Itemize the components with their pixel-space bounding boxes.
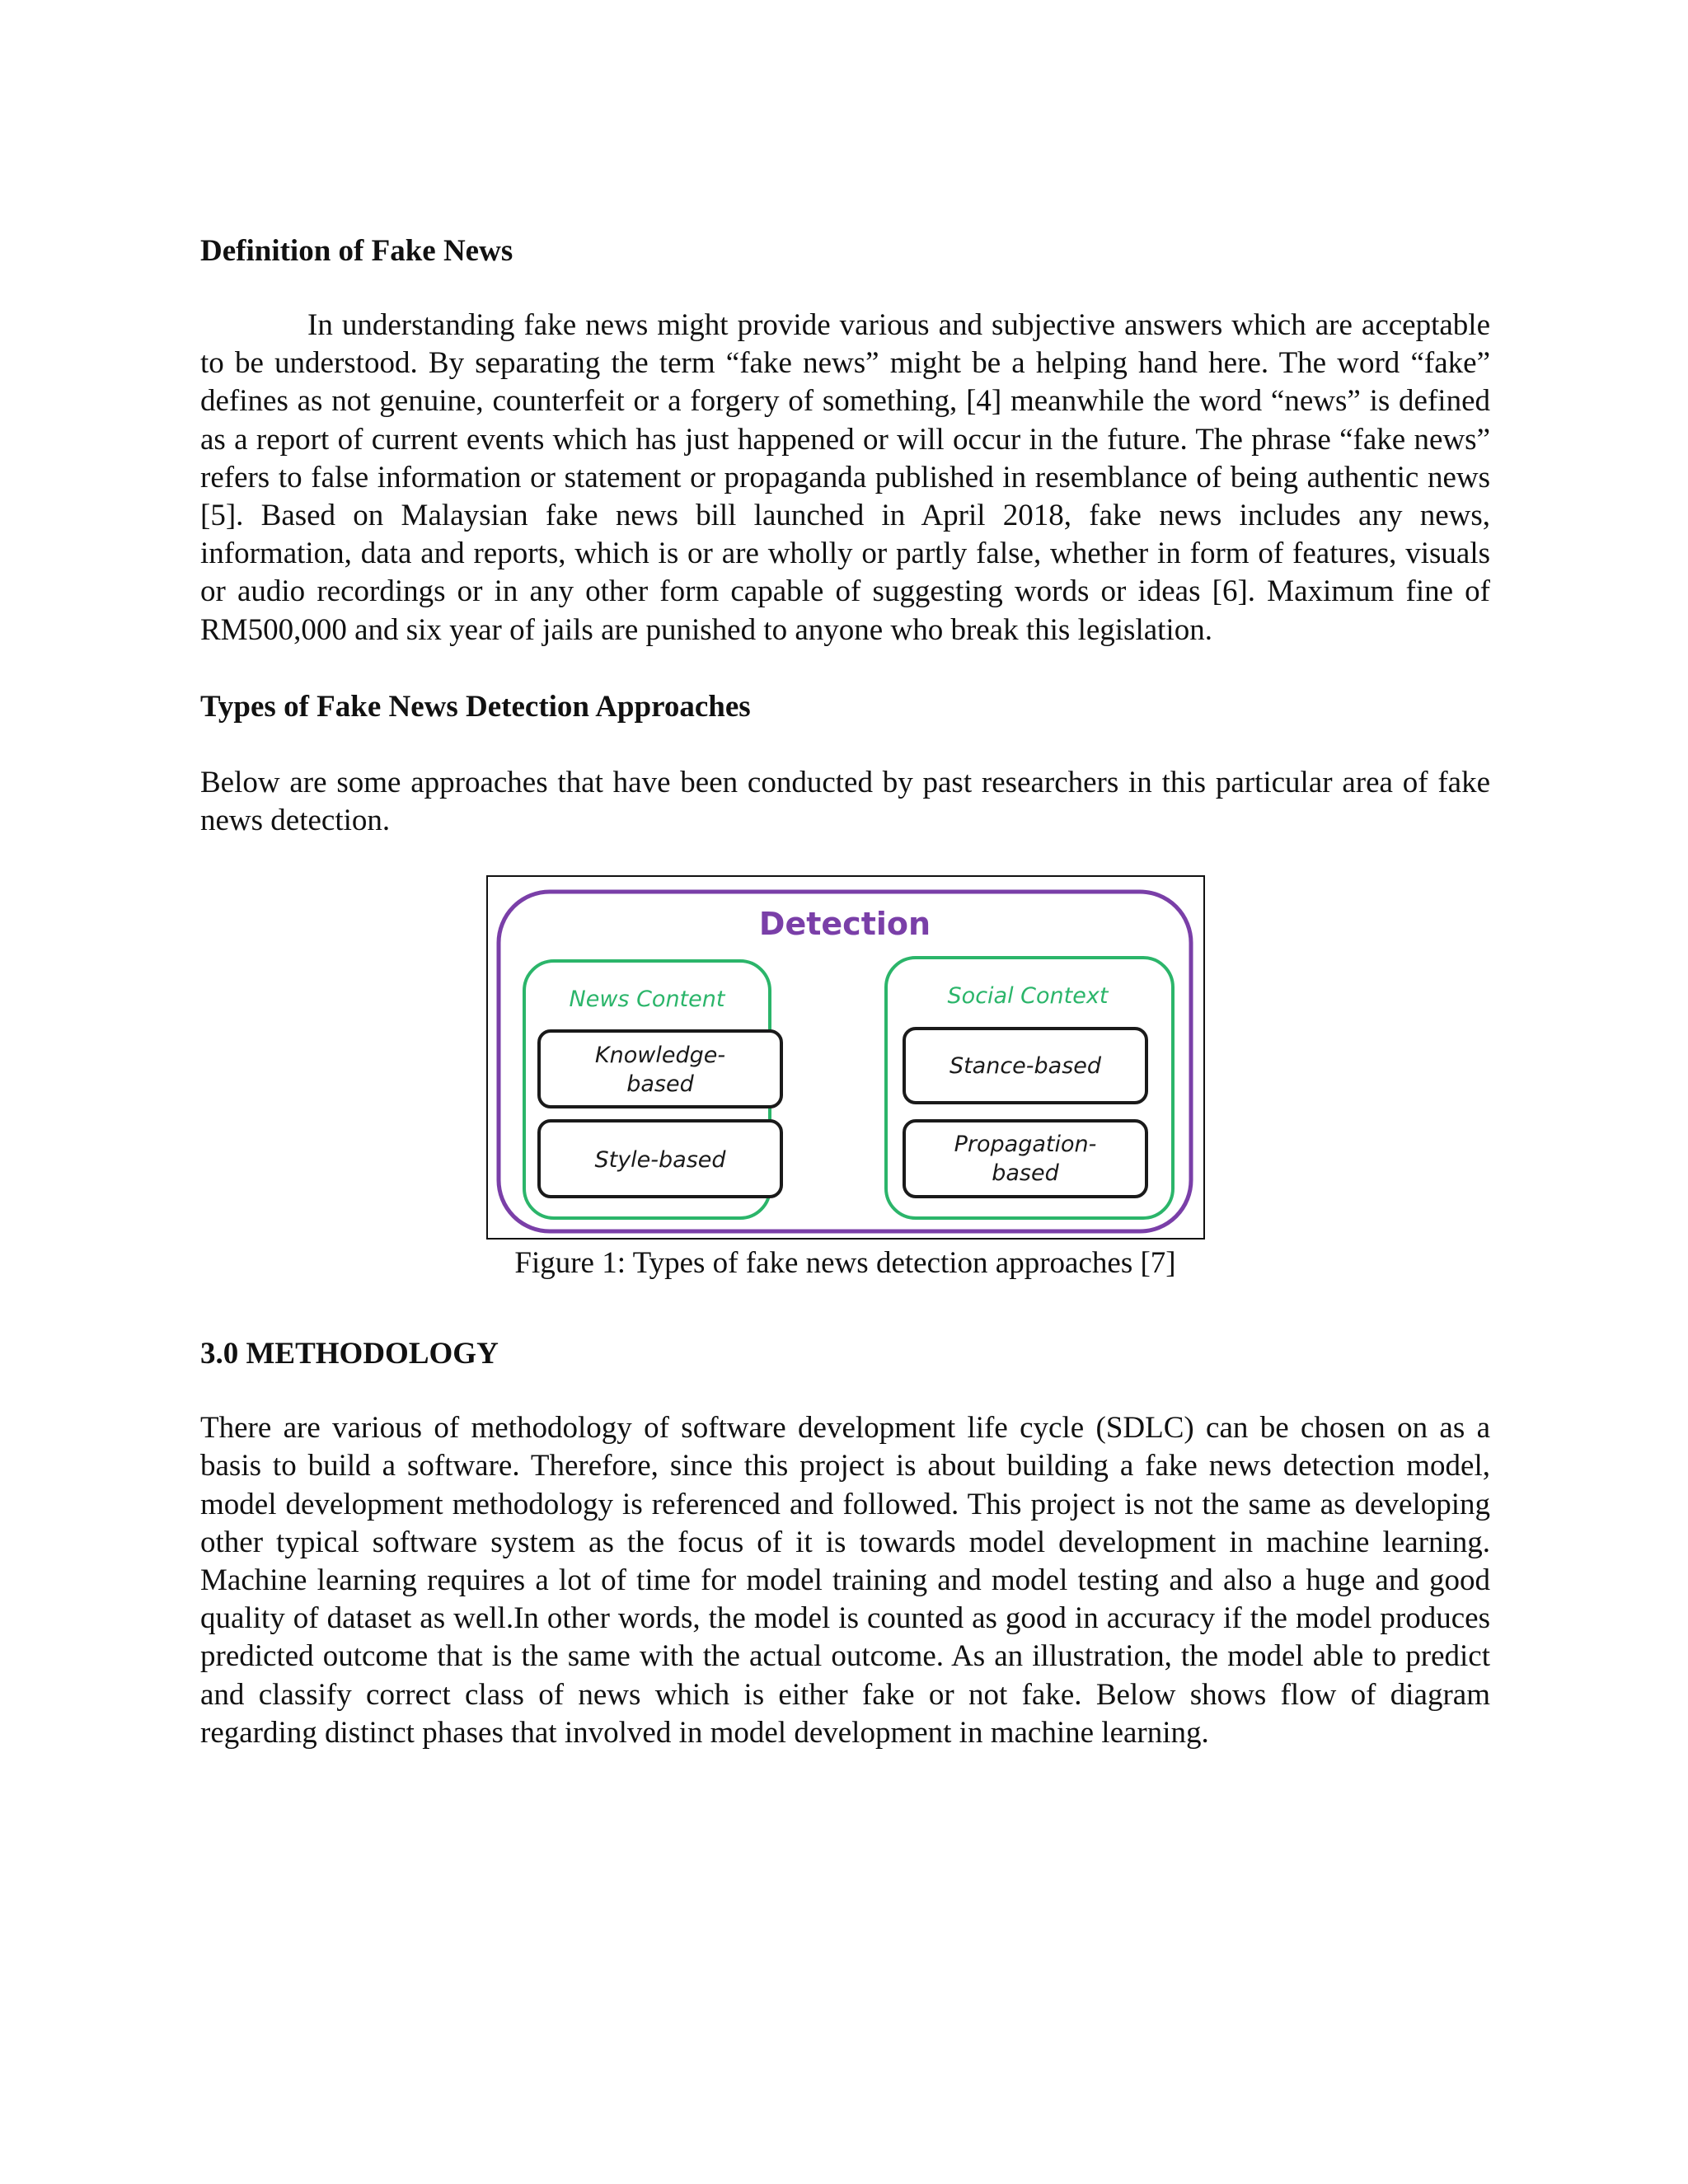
propagation-based-label-line1: Propagation- xyxy=(954,1132,1096,1158)
figure-frame xyxy=(486,875,1205,1240)
paragraph-types: Below are some approaches that have been conducted by past researchers in this particular area of fake news detection. xyxy=(200,765,1490,838)
document-page xyxy=(200,232,1490,1752)
paragraph-methodology: There are various of methodology of software development life cycle (SDLC) can be chosen on as a basis to build a software. Therefore, since this project is about building a fake news detection model, model development methodology is referenced and followed. This project is not the same as developing other typical software system as the focus of it is towards model development in machine learning. Machine learning requires a lot of time for model training and model testing and also a huge and good quality of dataset as well.In other words, the model is counted as good in accuracy if the model produces predicted outcome that is the same with the actual outcome. As an illustration, the model able to predict and classify correct class of news which is either fake or not fake. Below shows flow of diagram regarding distinct phases that involved in model development in machine learning. xyxy=(200,1411,1490,1750)
social-context-label: Social Context xyxy=(947,983,1108,1010)
style-based-label: Style-based xyxy=(593,1147,726,1174)
section-heading-methodology: 3.0 METHODOLOGY xyxy=(200,1337,499,1371)
section-heading-definition: Definition of Fake News xyxy=(200,234,513,268)
propagation-based-label-line2: based xyxy=(991,1160,1059,1187)
paragraph-definition: In understanding fake news might provide various and subjective answers which are acceptable to be understood. By separating the term “fake news” might be a helping hand here. The word “fake” defines as not genuine, counterfeit or a forgery of something, [4] meanwhile the word “news” is defined as a report of current events which has just happened or will occur in the future. The phrase “fake news” refers to false information or statement or propaganda published in resemblance of being authentic news [5]. Based on Malaysian fake news bill launched in April 2018, fake news includes any news, information, data and reports, which is or are wholly or partly false, whether in form of features, visuals or audio recordings or in any other form capable of suggesting words or ideas [6]. Maximum fine of RM500,000 and six year of jails are punished to anyone who break this legislation. xyxy=(200,308,1490,647)
news-content-label: News Content xyxy=(569,987,724,1013)
detection-diagram xyxy=(488,877,1203,1238)
figure-1 xyxy=(200,875,1490,1282)
figure-caption: Figure 1: Types of fake news detection approaches [7] xyxy=(514,1246,1176,1281)
detection-title: Detection xyxy=(758,906,931,943)
knowledge-based-label-line1: Knowledge- xyxy=(594,1043,725,1069)
knowledge-based-label-line2: based xyxy=(626,1071,694,1098)
stance-based-label: Stance-based xyxy=(949,1053,1101,1080)
section-heading-types: Types of Fake News Detection Approaches xyxy=(200,689,751,724)
